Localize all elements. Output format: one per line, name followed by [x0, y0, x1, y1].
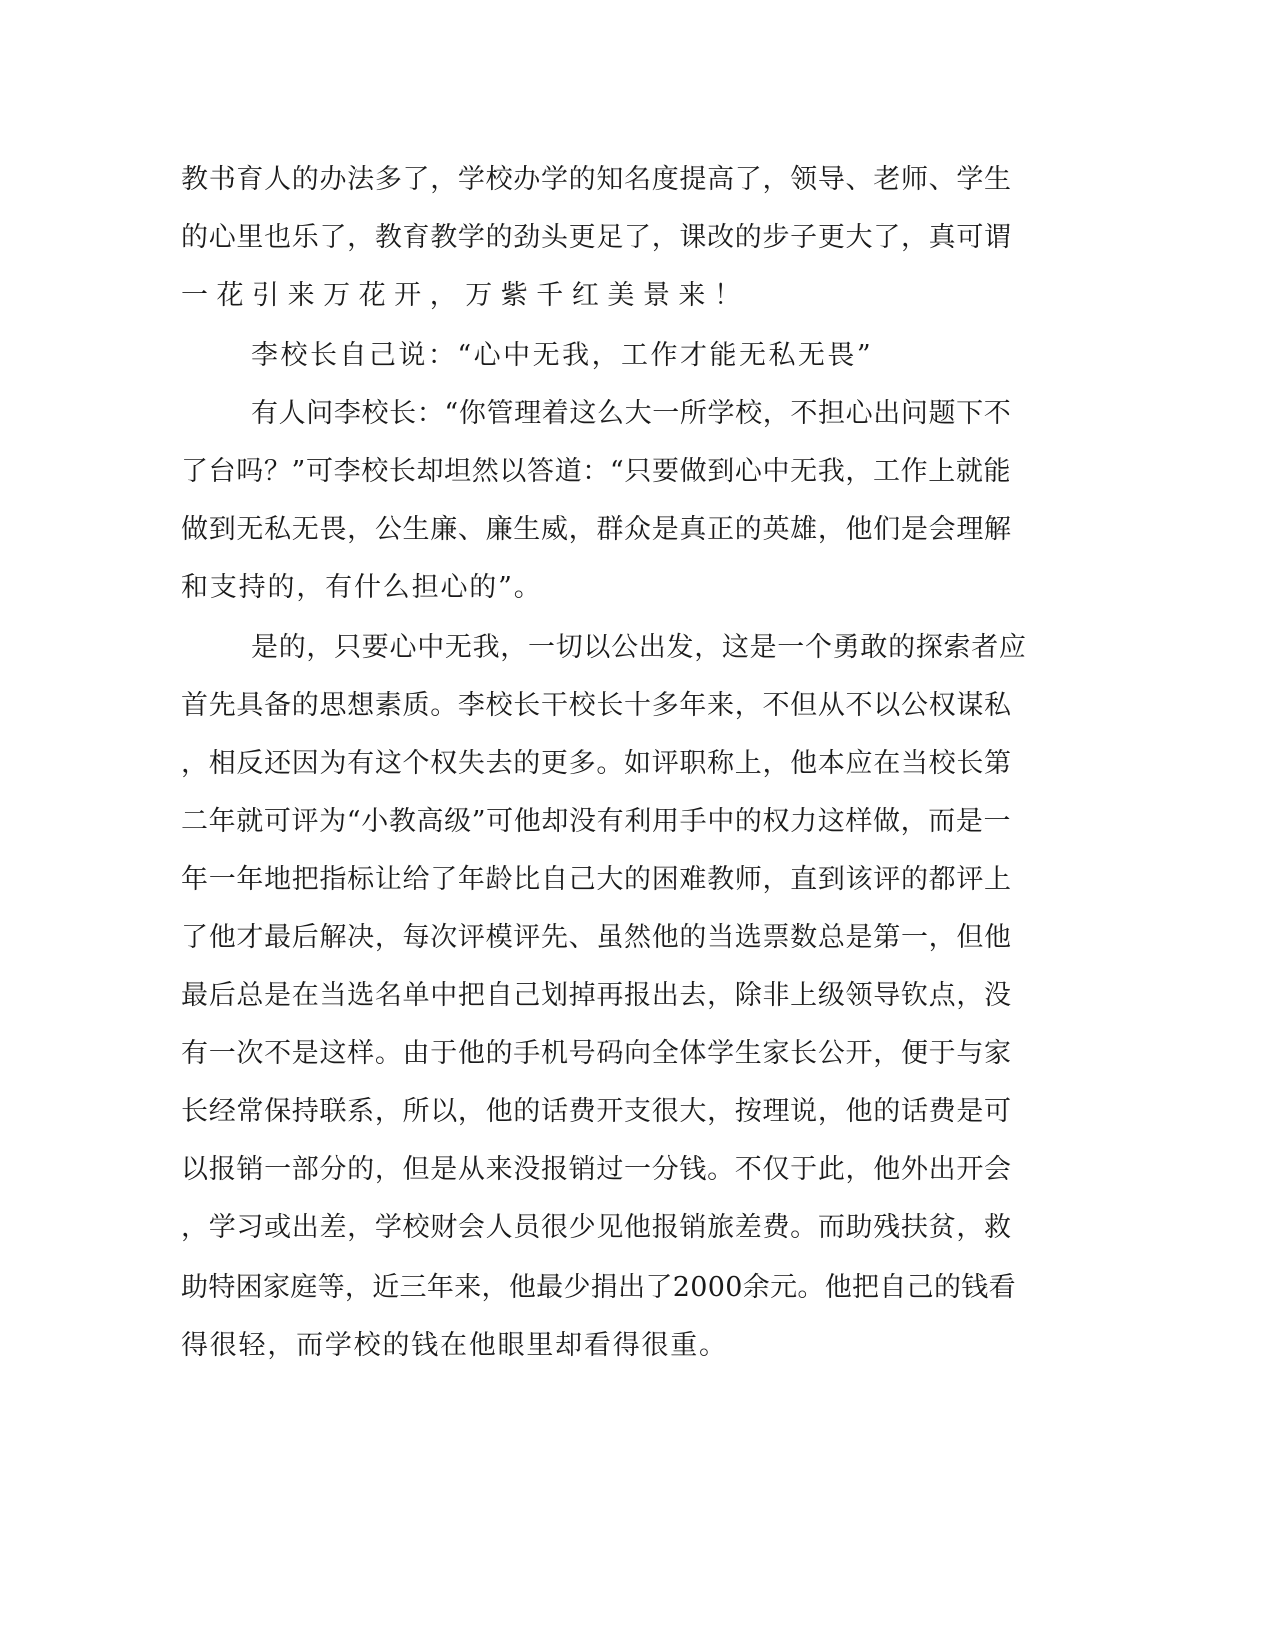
- text-line: 首先具备的思想素质。李校长干校长十多年来，不但从不以公权谋私: [181, 690, 1012, 721]
- text-line: ，学习或出差，学校财会人员很少见他报销旅差费。而助残扶贫，救: [181, 1212, 1012, 1243]
- text-line: 有一次不是这样。由于他的手机号码向全体学生家长公开，便于与家: [181, 1038, 1012, 1069]
- text-line: 最后总是在当选名单中把自己划掉再报出去，除非上级领导钦点，没: [181, 980, 1012, 1011]
- text-line: 二年就可评为“小教高级”可他却没有利用手中的权力这样做，而是一: [181, 806, 1012, 837]
- text-line: ，相反还因为有这个权失去的更多。如评职称上，他本应在当校长第: [181, 748, 1012, 779]
- text-line: 得很轻，而学校的钱在他眼里却看得很重。: [181, 1330, 728, 1361]
- text-line: 一花引来万花开，万紫千红美景来！: [181, 280, 750, 311]
- text-line: 了台吗？”可李校长却坦然以答道：“只要做到心中无我，工作上就能: [181, 456, 1012, 487]
- text-line: 助特困家庭等，近三年来，他最少捐出了2000余元。他把自己的钱看: [181, 1272, 1016, 1303]
- text-line: 以报销一部分的，但是从来没报销过一分钱。不仅于此，他外出开会: [181, 1154, 1012, 1185]
- text-line: 李校长自己说：“心中无我，工作才能无私无畏”: [251, 340, 874, 371]
- text-line: 了他才最后解决，每次评模评先、虽然他的当选票数总是第一，但他: [181, 922, 1012, 953]
- text-line: 长经常保持联系，所以，他的话费开支很大，按理说，他的话费是可: [181, 1096, 1012, 1127]
- text-line: 教书育人的办法多了，学校办学的知名度提高了，领导、老师、学生: [181, 164, 1012, 195]
- text-line: 有人问李校长：“你管理着这么大一所学校，不担心出问题下不: [251, 398, 1012, 429]
- text-line: 做到无私无畏，公生廉、廉生威，群众是真正的英雄，他们是会理解: [181, 514, 1012, 545]
- text-line: 和支持的，有什么担心的”。: [181, 572, 543, 603]
- text-line: 的心里也乐了，教育教学的劲头更足了，课改的步子更大了，真可谓: [181, 222, 1012, 253]
- text-line: 年一年地把指标让给了年龄比自己大的困难教师，直到该评的都评上: [181, 864, 1012, 895]
- text-line: 是的，只要心中无我，一切以公出发，这是一个勇敢的探索者应: [251, 632, 1027, 663]
